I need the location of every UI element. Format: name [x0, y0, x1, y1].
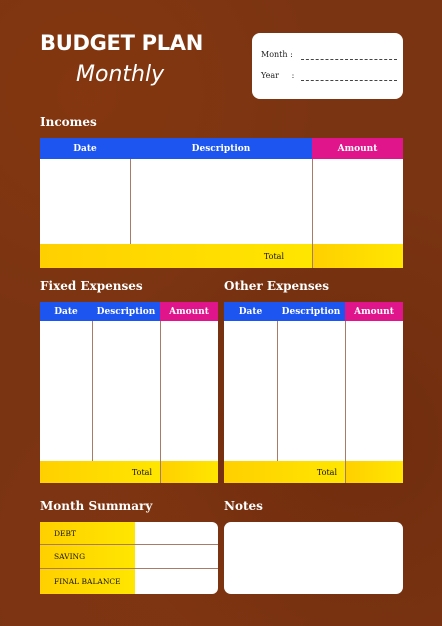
- other-total-label: Total: [316, 467, 337, 477]
- summary-label-debt: DEBT: [40, 522, 135, 544]
- incomes-table: [40, 138, 403, 268]
- fixed-col-description: Description: [96, 306, 156, 317]
- other-expenses-table: [224, 302, 403, 483]
- incomes-col-description: Description: [191, 143, 251, 154]
- incomes-col-amount: Amount: [312, 138, 403, 159]
- fixed-expenses-table: [40, 302, 218, 483]
- month-summary-title: Month Summary: [40, 499, 153, 513]
- fixed-total-amount[interactable]: [161, 461, 218, 483]
- month-dash-line: [301, 59, 397, 60]
- incomes-total-label: Total: [263, 251, 284, 261]
- month-field[interactable]: [261, 50, 293, 59]
- other-expenses-header-row: [224, 302, 403, 321]
- notes-area[interactable]: [224, 522, 403, 594]
- incomes-body[interactable]: [40, 159, 403, 244]
- summary-label-saving: SAVING: [40, 545, 135, 568]
- fixed-total-label: Total: [131, 467, 152, 477]
- incomes-title: Incomes: [40, 115, 97, 129]
- fixed-expenses-title: Fixed Expenses: [40, 279, 143, 293]
- fixed-expenses-body[interactable]: [40, 321, 218, 461]
- fixed-col-date: Date: [54, 306, 78, 317]
- year-dash-line: [301, 80, 397, 81]
- summary-label-final-balance: FINAL BALANCE: [40, 569, 135, 594]
- page-subtitle: Monthly: [76, 62, 165, 87]
- other-col-date: Date: [238, 306, 263, 317]
- other-col-amount: Amount: [345, 302, 403, 321]
- other-col-description: Description: [281, 306, 341, 317]
- summary-row-final-balance[interactable]: [40, 568, 218, 594]
- fixed-expenses-header-row: [40, 302, 218, 321]
- notes-title: Notes: [224, 499, 263, 513]
- other-total-amount[interactable]: [346, 461, 403, 483]
- other-expenses-body[interactable]: [224, 321, 403, 461]
- incomes-header-row: [40, 138, 403, 159]
- incomes-total-amount[interactable]: [313, 244, 403, 268]
- date-box: [252, 33, 403, 99]
- month-label: Month :: [261, 50, 293, 59]
- summary-row-debt[interactable]: [40, 522, 218, 544]
- fixed-col-amount: Amount: [160, 302, 218, 321]
- year-field[interactable]: [261, 71, 294, 80]
- page-title: BUDGET PLAN: [40, 31, 204, 55]
- other-expenses-title: Other Expenses: [224, 279, 330, 293]
- summary-row-saving[interactable]: [40, 544, 218, 568]
- month-summary-table: [40, 522, 218, 594]
- year-label: Year :: [261, 71, 295, 80]
- incomes-col-date: Date: [73, 143, 97, 154]
